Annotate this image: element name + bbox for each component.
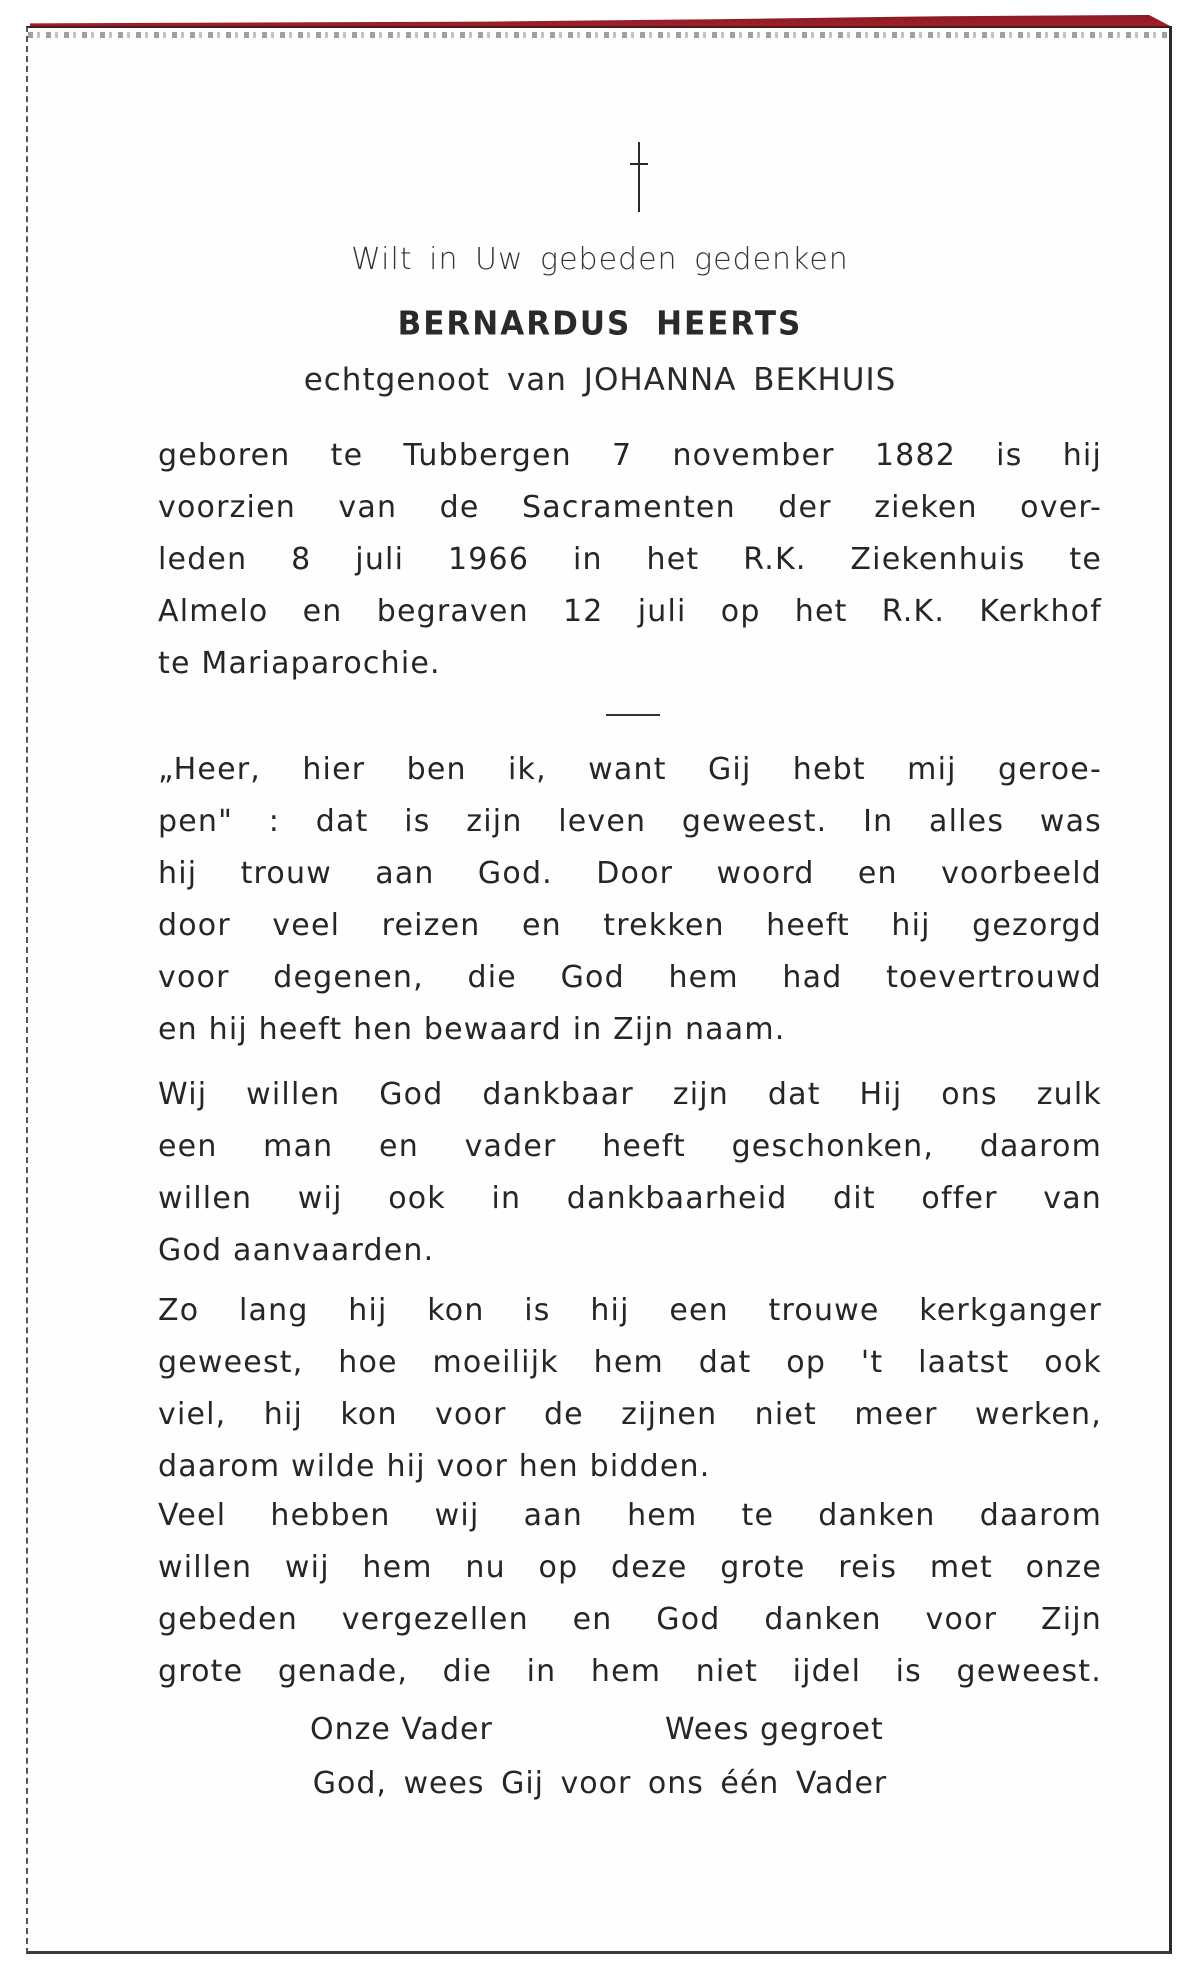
text-line: pen" : dat is zijn leven geweest. In alles was bbox=[158, 804, 1102, 839]
text-line: Wij willen God dankbaar zijn dat Hij ons zulk bbox=[158, 1077, 1102, 1112]
cross-icon bbox=[638, 142, 640, 212]
prayer-hail-mary: Wees gegroet bbox=[665, 1712, 884, 1747]
text-line: voor degenen, die God hem had toevertrouwd bbox=[158, 960, 1102, 995]
text-line: „Heer, hier ben ik, want Gij hebt mij geroe- bbox=[158, 752, 1102, 787]
text-line: en hij heeft hen bewaard in Zijn naam. bbox=[158, 1012, 786, 1047]
intro-line: Wilt in Uw gebeden gedenken bbox=[351, 242, 849, 277]
text-line: God aanvaarden. bbox=[158, 1233, 435, 1268]
text-line: gebeden vergezellen en God danken voor Zijn bbox=[158, 1602, 1102, 1637]
text-line: leden 8 juli 1966 in het R.K. Ziekenhuis te bbox=[158, 542, 1102, 577]
deceased-name: BERNARDUS HEERTS bbox=[397, 305, 803, 343]
text-line: Veel hebben wij aan hem te danken daarom bbox=[158, 1498, 1102, 1533]
text-line: Almelo en begraven 12 juli op het R.K. Kerkhof bbox=[158, 594, 1102, 629]
text-line: willen wij ook in dankbaarheid dit offer van bbox=[158, 1181, 1102, 1216]
text-line: geboren te Tubbergen 7 november 1882 is hij bbox=[158, 438, 1102, 473]
paragraph-gratitude bbox=[158, 1069, 1102, 1277]
text-line: hij trouw aan God. Door woord en voorbeeld bbox=[158, 856, 1102, 891]
spouse-prefix: echtgenoot van bbox=[303, 362, 567, 398]
text-line: willen wij hem nu op deze grote reis met onze bbox=[158, 1550, 1102, 1585]
text-line: te Mariaparochie. bbox=[158, 646, 441, 681]
paragraph-thanks bbox=[158, 1490, 1102, 1698]
spouse-name: JOHANNA BEKHUIS bbox=[583, 362, 897, 398]
prayer-our-father: Onze Vader bbox=[310, 1712, 493, 1747]
text-line: daarom wilde hij voor hen bidden. bbox=[158, 1449, 711, 1484]
divider bbox=[606, 714, 660, 716]
spouse-line bbox=[0, 362, 1200, 398]
text-line: geweest, hoe moeilijk hem dat op 't laatst ook bbox=[158, 1345, 1102, 1380]
paragraph-churchgoer bbox=[158, 1285, 1102, 1493]
text-line: grote genade, die in hem niet ijdel is geweest. bbox=[158, 1654, 1102, 1689]
text-line: een man en vader heeft geschonken, daarom bbox=[158, 1129, 1102, 1164]
paragraph-biography bbox=[158, 430, 1102, 690]
text-line: Zo lang hij kon is hij een trouwe kerkganger bbox=[158, 1293, 1102, 1328]
text-line: viel, hij kon voor de zijnen niet meer werken, bbox=[158, 1397, 1102, 1432]
paragraph-calling bbox=[158, 744, 1102, 1056]
closing-prayer: God, wees Gij voor ons één Vader bbox=[312, 1766, 888, 1801]
text-line: door veel reizen en trekken heeft hij gezorgd bbox=[158, 908, 1102, 943]
text-line: voorzien van de Sacramenten der zieken over- bbox=[158, 490, 1102, 525]
